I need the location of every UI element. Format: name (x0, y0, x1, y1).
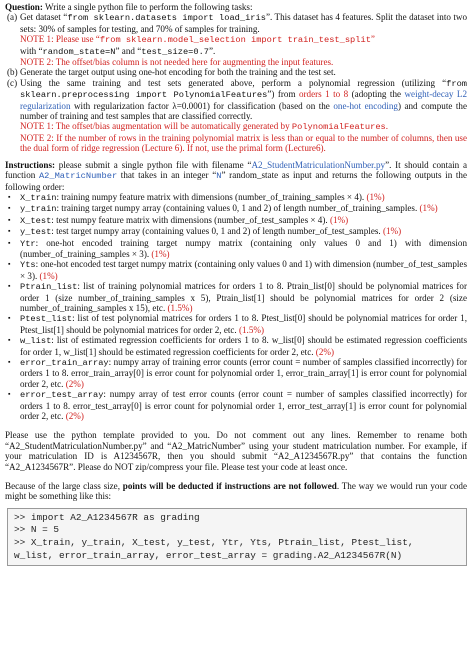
output-item (8, 203, 467, 214)
output-variable-name: Ytr (20, 238, 36, 249)
output-variable-name: w_list (20, 336, 52, 347)
bullet-square-icon: ▪ (8, 215, 11, 224)
output-points: (2%) (65, 411, 84, 422)
output-description: : numpy array of test error counts (error count = number of samples classified incorrectly) for orders 1 to 8. error_test_array[0] is error count for polynomial order 1, error_test_array[1] is error count for polynomial order 2, etc. (20, 389, 467, 422)
output-item (8, 335, 467, 357)
task-c-l2-link: weight-decay L2 regularization (20, 89, 467, 111)
output-item (8, 215, 467, 226)
instructions-text-2: ”. It should contain a function (5, 159, 467, 181)
output-variable-name: X_train (20, 192, 57, 203)
warning-paragraph (5, 481, 467, 502)
output-item (8, 357, 467, 389)
task-b-text: Generate the target output using one-hot encoding for both the training and the test set. (20, 67, 336, 78)
task-a-note-2: NOTE 2: The offset/bias column is not needed here for augmenting the input features. (20, 57, 334, 68)
output-description: : list of training polynomial matrices for orders 1 to 8. Ptrain_list[0] should be polynomial matrices for order 1 (size number_of_training_samples x 5), Ptrain_list[1] should be polynomial matrices for order 2 (size number_of_training_samples x 15), etc. (20, 281, 467, 313)
bullet-square-icon: ▪ (8, 390, 11, 399)
task-c-note-1: NOTE 1: The offset/bias augmentation will be automatically generated by PolynomialFeatures. (20, 121, 389, 133)
output-variable-name: Yts (20, 260, 36, 271)
output-description: : one-hot encoded training target numpy matrix (containing only values 0 and 1) with dimension (number_of_training_samples × 3). (20, 237, 467, 259)
code-line: >> import A2_A1234567R as grading (14, 511, 200, 523)
output-points: (2%) (315, 346, 334, 357)
code-line: w_list, error_train_array, error_test_array = grading.A2_A1234567R(N) (14, 549, 403, 561)
task-c (7, 78, 467, 154)
output-item (8, 226, 467, 237)
output-points: (1%) (382, 226, 402, 237)
instructions-text-1: please submit a single python file with filename “ (55, 159, 252, 170)
output-item (8, 259, 467, 281)
bullet-square-icon: ▪ (8, 238, 11, 247)
output-item (8, 313, 467, 335)
bullet-square-icon: ▪ (8, 192, 11, 201)
task-c-tag: (c) (7, 77, 18, 88)
code-line: >> N = 5 (14, 524, 60, 536)
output-points: (1.5%) (167, 302, 193, 313)
output-variable-name: Ptrain_list (20, 282, 78, 293)
bullet-square-icon: ▪ (8, 204, 11, 213)
instructions-label: Instructions: (5, 159, 56, 170)
task-a-text-1: Get dataset “ (20, 12, 68, 23)
bullet-square-icon: ▪ (8, 260, 11, 269)
question-section (5, 2, 467, 154)
task-c-text-1: Using the same training and test sets generated above, perform a polynomial regression (utilizing “ (20, 77, 447, 88)
output-description: : training target numpy array (containing values 0, 1 and 2) of length number_of_training_samples. (56, 203, 420, 214)
output-points: (2%) (65, 378, 84, 389)
output-variable-name: error_test_array (20, 390, 104, 401)
bullet-square-icon: ▪ (8, 282, 11, 291)
template-paragraph: Please use the python template provided to you. Do not comment out any lines. Remember to rename both “A2_StudentMatriculationNumber.py” and “A2_MatricNumber” using your student matriculation number. For example, if your matriculation ID is A1234567R, then you should submit “A2_A1234567R.py” that contains the function “A2_A1234567R”. Please do NOT zip/compress your file. Please test your code at least once. (5, 430, 467, 472)
task-c-note-2: NOTE 2: If the number of rows in the training polynomial matrix is less than or equal to the number of columns, then use the dual form of ridge regression (Lecture 6). If not, use the primal form (Lecture6). (20, 132, 467, 154)
task-a-note-1-line-2: with “random_state=N” and “test_size=0.7”. (20, 45, 216, 57)
output-description: : test numpy feature matrix with dimensions (number_of_test_samples × 4). (51, 214, 330, 225)
bullet-square-icon: ▪ (8, 314, 11, 323)
output-variable-name: X_test (20, 215, 52, 226)
output-item (8, 192, 467, 203)
task-b (7, 67, 467, 77)
output-points: (1%) (329, 214, 349, 225)
task-c-text-2: ”) from (267, 89, 299, 100)
warning-text-2: . The way we would run your code might be something like this: (5, 481, 467, 502)
instructions-filename: A2_StudentMatriculationNumber.py (251, 159, 386, 170)
instructions-function-name: A2_MatricNumber (38, 171, 118, 182)
task-c-code-import: from sklearn.preprocessing import PolynomialFeatures (20, 78, 467, 101)
task-b-tag: (b) (7, 67, 18, 78)
task-c-onehot-link: one-hot encoding (333, 100, 398, 111)
task-c-text-3: (adopting the (348, 89, 405, 100)
output-description: : test target numpy array (containing values 0, 1 and 2) of length number_of_test_samples. (51, 226, 383, 237)
output-points: (1.5%) (238, 324, 264, 335)
instructions-n: N (216, 171, 222, 182)
output-points: (1%) (366, 191, 385, 202)
output-description: : list of test polynomial matrices for orders 1 to 8. Ptest_list[0] should be polynomial matrices for order 1, Ptest_list[1] should be polynomial matrices for order 2, etc. (20, 313, 467, 335)
output-points: (1%) (419, 203, 438, 214)
output-variable-name: error_train_array (20, 358, 109, 368)
task-a (7, 12, 467, 67)
output-description: : training numpy feature matrix with dimensions (number_of_training_samples × 4). (56, 191, 367, 202)
warning-bold: points will be deducted if instructions are not followed (122, 481, 337, 492)
question-label: Question: (5, 2, 43, 12)
instructions-text-3: that takes in an integer “ (117, 170, 217, 181)
output-description: : list of estimated regression coefficients for orders 1 to 8. w_list[0] should be estimated regression coefficients for order 1, w_list[1] should be estimated regression coefficients for order 2, etc. (20, 335, 467, 357)
question-intro: Write a single python file to perform the following tasks: (42, 2, 253, 12)
output-item (8, 281, 467, 313)
instructions-text-4: ” random_state as input and returns the following outputs in the following order: (5, 170, 467, 192)
output-item (8, 238, 467, 260)
warning-text-1: Because of the large class size, (5, 481, 123, 492)
bullet-square-icon: ▪ (8, 336, 11, 345)
code-line: >> X_train, y_train, X_test, y_test, Ytr, Yts, Ptrain_list, Ptest_list, (14, 537, 414, 549)
task-c-text-4: with regularization factor λ=0.0001) for classification (based on the (70, 100, 334, 111)
output-item (8, 389, 467, 421)
output-variable-name: Ptest_list (20, 314, 73, 325)
instructions-section (5, 160, 467, 192)
bullet-square-icon: ▪ (8, 227, 11, 236)
output-description: : numpy array of training error counts (error count = number of samples classified incorrectly) for orders 1 to 8. error_train_array[0] is error count for polynomial order 1, error_train_array[1] is error count for polynomial order 2, etc. (20, 357, 467, 389)
bullet-square-icon: ▪ (8, 358, 11, 366)
output-description: : one-hot encoded test target numpy matrix (containing only values 0 and 1) with dimension (number_of_test_samples × 3). (20, 259, 467, 281)
task-c-text-5: ) and compute the number of training and test samples that are classified correctly. (20, 100, 467, 122)
task-a-note-1: NOTE 1: Please use “from sklearn.model_selection import train_test_split” (20, 34, 375, 46)
task-a-tag: (a) (7, 12, 18, 23)
output-variable-name: y_train (20, 204, 57, 215)
output-points: (1%) (39, 270, 58, 281)
output-variable-name: y_test (20, 227, 52, 238)
code-example-box (7, 508, 467, 566)
task-c-orders: orders 1 to 8 (298, 89, 349, 100)
output-points: (1%) (151, 248, 170, 259)
task-a-code-import: from sklearn.datasets import load_iris (67, 13, 266, 24)
output-list (5, 192, 467, 422)
task-a-text-2: ”. This dataset has 4 features. Split the dataset into two sets: 30% of samples for testing, and 70% of samples for training. (20, 12, 467, 34)
